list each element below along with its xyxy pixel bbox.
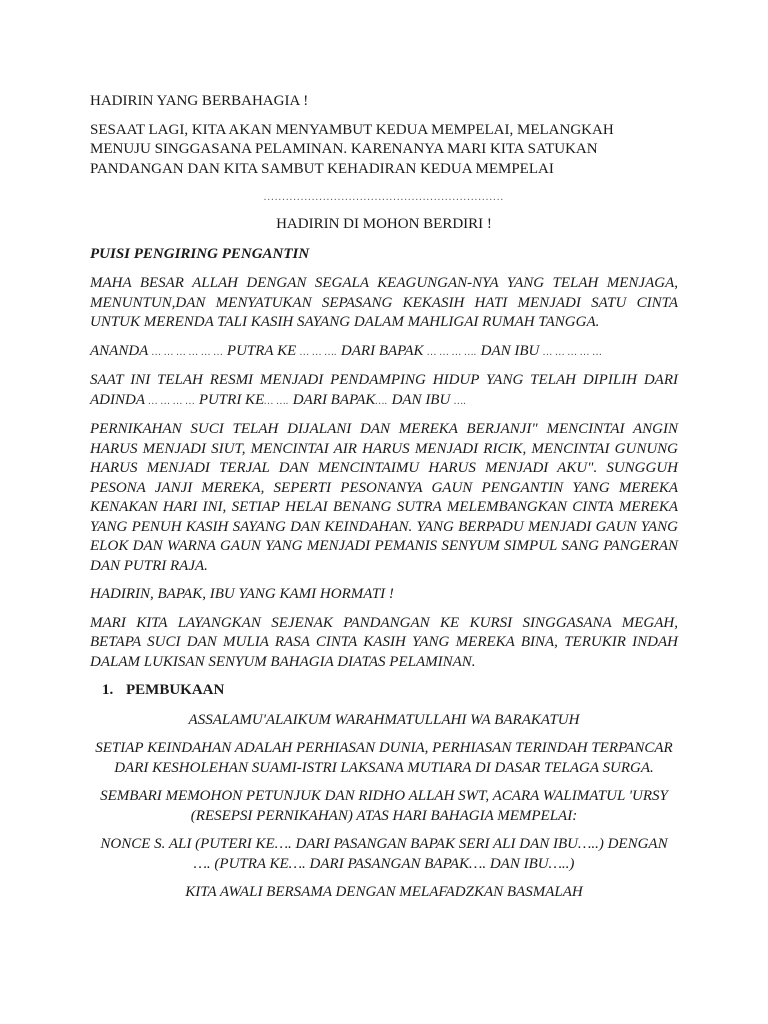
placeholder-dots: … … … … … [543,346,603,358]
label-ananda: ANANDA [90,342,149,359]
bride-paragraph [90,371,678,411]
poem-paragraph-1: MAHA BESAR ALLAH DENGAN SEGALA KEAGUNGAN-NYA YANG TELAH MENJAGA, MENUNTUN,DAN MENYATUKAN SEPASANG KEKASIH HATI MENJADI SATU CINTA UNTUK MERENDA TALI KASIH SAYANG DALAM MAHLIGAI RUMAH TANGGA. [90,275,678,330]
salam-line: ASSALAMU'ALAIKUM WARAHMATULLAHI WA BARAKATUH [188,711,580,728]
placeholder-dots: …. [375,395,388,407]
poem-paragraph-2: PERNIKAHAN SUCI TELAH DIJALANI DAN MEREKA BERJANJI" MENCINTAI ANGIN HARUS MENJADI SIUT, MENCINTAI AIR HARUS MENJADI RICIK, MENCINTAI GUNUNG HARUS MENJADI TERJAL DAN MENCINTAIMU HARUS MENJADI AKU". SUNGGUH PESONA JANJI MEREKA, SEPERTI PESONANYA GAUN PENGANTIN YANG MEREKA KENAKAN HARI INI, SETIAP HELAI BENANG SUTRA MELEMBANGKAN CINTA MEREKA YANG PENUH KASIH SAYANG DAN KEINDAHAN. YANG BERPADU MENJADI GAUN YANG ELOK DAN WARNA GAUN YANG MENJADI PEMANIS SENYUM SIMPUL SANG PANGERAN DAN PUTRI RAJA. [90,421,678,574]
label-dan-ibu: DAN IBU [391,391,451,408]
bride-line-1: SAAT INI TELAH RESMI MENJADI PENDAMPING HIDUP YANG TELAH DIPILIH DARI [90,372,678,388]
label-adinda: ADINDA [90,391,145,408]
stand-request: HADIRIN DI MOHON BERDIRI ! [276,216,492,232]
groom-line [90,342,678,363]
placeholder-dots: … … … … … … [151,346,224,358]
section-number: 1. [102,682,114,698]
couple-line-2: …. (PUTRA KE…. DARI PASANGAN BAPAK…. DAN IBU…..) [193,855,575,872]
couple-paragraph [90,835,678,874]
respect-heading: HADIRIN, BAPAK, IBU YANG KAMI HORMATI ! [90,586,394,602]
beauty-line-2: DARI KESHOLEHAN SUAMI-ISTRI LAKSANA MUTIARA DI DASAR TELAGA SURGA. [114,759,654,776]
label-dari-bapak: DARI BAPAK [292,391,376,408]
placeholder-dots: … … … … [148,395,196,407]
section-heading-pembukaan [90,681,678,701]
greeting-heading: HADIRIN YANG BERBAHAGIA ! [90,93,309,109]
poem-paragraph-3: MARI KITA LAYANGKAN SEJENAK PANDANGAN KE KURSI SINGGASANA MEGAH, BETAPA SUCI DAN MULIA RASA CINTA KASIH YANG MEREKA BINA, TERUKIR INDAH DALAM LUKISAN SENYUM BAHAGIA DIATAS PELAMINAN. [90,614,678,670]
beauty-paragraph [90,739,678,778]
intro-paragraph: SESAAT LAGI, KITA AKAN MENYAMBUT KEDUA MEMPELAI, MELANGKAH MENUJU SINGGASANA PELAMINAN. KARENANYA MARI KITA SATUKAN PANDANGAN DAN KITA SAMBUT KEHADIRAN KEDUA MEMPELAI [90,121,614,177]
event-line-1: SEMBARI MEMOHON PETUNJUK DAN RIDHO ALLAH SWT, ACARA WALIMATUL 'URSY [100,788,668,804]
event-paragraph [90,787,678,826]
event-line-2: (RESEPSI PERNIKAHAN) ATAS HARI BAHAGIA MEMPELAI: [190,807,578,824]
poem-title: PUISI PENGIRING PENGANTIN [90,245,310,262]
placeholder-dots: … …. [264,395,290,407]
basmalah-line: KITA AWALI BERSAMA DENGAN MELAFADZKAN BASMALAH [185,884,583,900]
label-putri-ke: PUTRI KE [198,391,265,408]
couple-line-1: NONCE S. ALI (PUTERI KE…. DARI PASANGAN BAPAK SERI ALI DAN IBU…..) DENGAN [100,836,668,852]
placeholder-dots: … … … …. [427,346,477,358]
label-putra-ke: PUTRA KE [226,342,297,359]
placeholder-dots: … … …. [299,346,338,358]
label-dari-bapak: DARI BAPAK [340,342,424,359]
placeholder-dots: …. [454,395,467,407]
beauty-line-1: SETIAP KEINDAHAN ADALAH PERHIASAN DUNIA, PERHIASAN TERINDAH TERPANCAR [95,740,673,756]
section-title: PEMBUKAAN [126,682,225,698]
label-dan-ibu: DAN IBU [480,342,540,359]
document-page [90,92,678,912]
separator-dots: ................................................................. [263,192,505,203]
